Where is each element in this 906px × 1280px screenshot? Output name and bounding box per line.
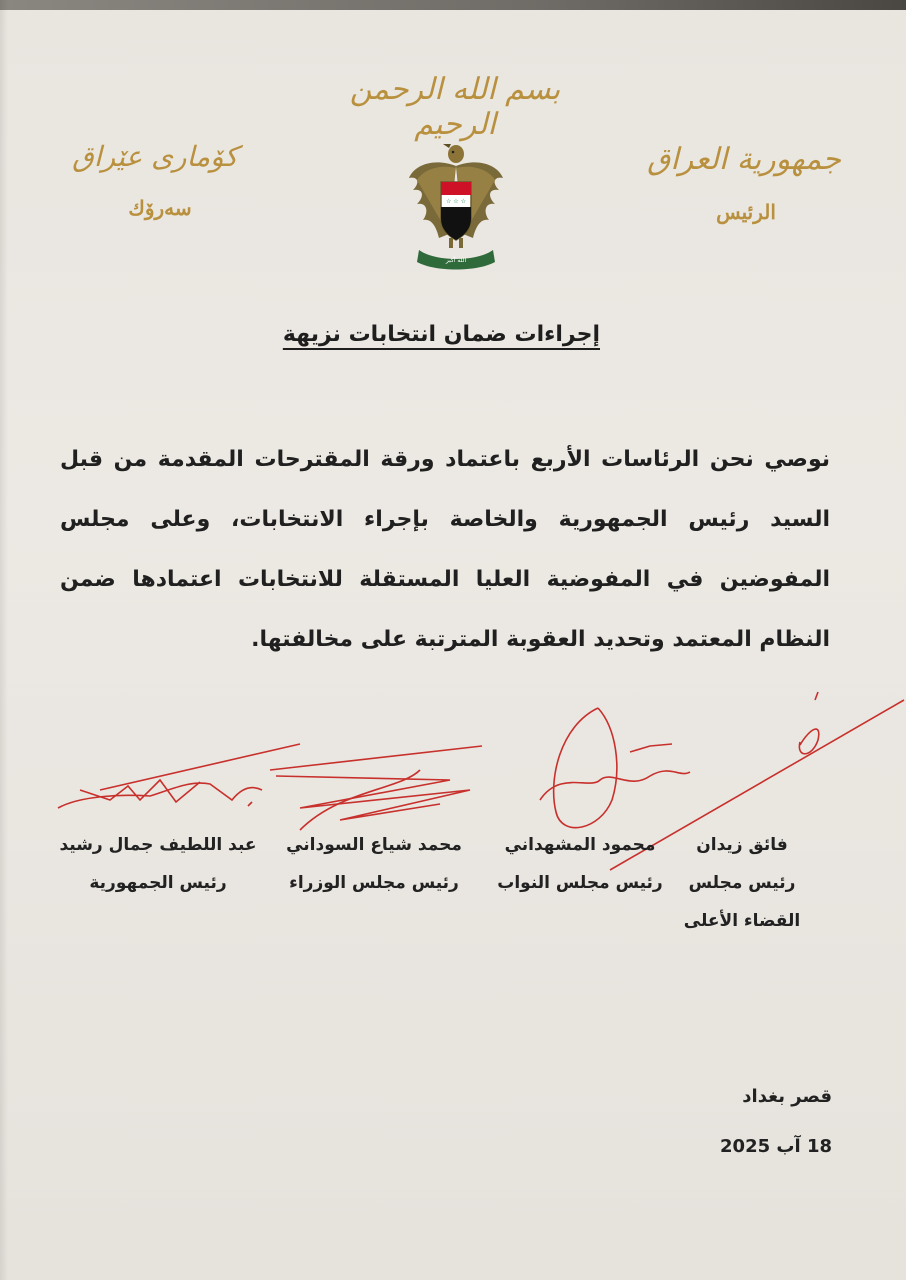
signatory-title: رئيس مجلس النواب [497, 873, 663, 893]
basmala-calligraphy: بسم الله الرحمن الرحيم [349, 72, 561, 142]
signature-abdul-latif-rashid [58, 744, 300, 808]
republic-of-iraq-kurdish: كۆماری عێراق [72, 140, 238, 173]
republic-of-iraq-arabic: جمهورية العراق [647, 142, 841, 177]
signatory-name: محمود المشهداني [504, 835, 656, 855]
issue-date: 18 آب 2025 [720, 1136, 832, 1157]
emblem-inscription: الله أكبر [445, 257, 467, 264]
signature-mahmoud-mashhadani [540, 708, 690, 828]
document-body: نوصي نحن الرئاسات الأربع باعتماد ورقة المقترحات المقدمة من قبل السيد رئيس الجمهورية والخاصة بإجراء الانتخابات، وعلى مجلس المفوضين في المفوضية العليا المستقلة للانتخابات اعتمادها ضمن النظام المعتمد وتحديد العقوبة المترتبة على مخالفتها. [60, 447, 830, 652]
signatory-mohammed-sudani [274, 826, 474, 902]
president-label-kurdish: سەرۆك [128, 196, 192, 220]
signatory-mahmoud-mashhadani [480, 826, 680, 902]
issue-place: قصر بغداد [742, 1086, 832, 1107]
signatory-name: محمد شياع السوداني [286, 835, 462, 855]
president-label-arabic: الرئيس [716, 200, 776, 224]
svg-text:☆ ☆ ☆: ☆ ☆ ☆ [446, 198, 466, 205]
signatory-title: رئيس الجمهورية [89, 873, 227, 893]
signatory-title-continued: القضاء الأعلى [683, 911, 801, 931]
signatory-name: عبد اللطيف جمال رشيد [59, 835, 257, 855]
signature-mohammed-sudani [270, 746, 482, 830]
signatory-title: رئيس مجلس الوزراء [289, 873, 459, 893]
signatory-title: رئيس مجلس [688, 873, 796, 893]
signatory-abdul-latif-rashid [58, 826, 258, 902]
document-title-text: إجراءات ضمان انتخابات نزيهة [282, 322, 600, 347]
signatory-name: فائق زيدان [696, 835, 788, 855]
